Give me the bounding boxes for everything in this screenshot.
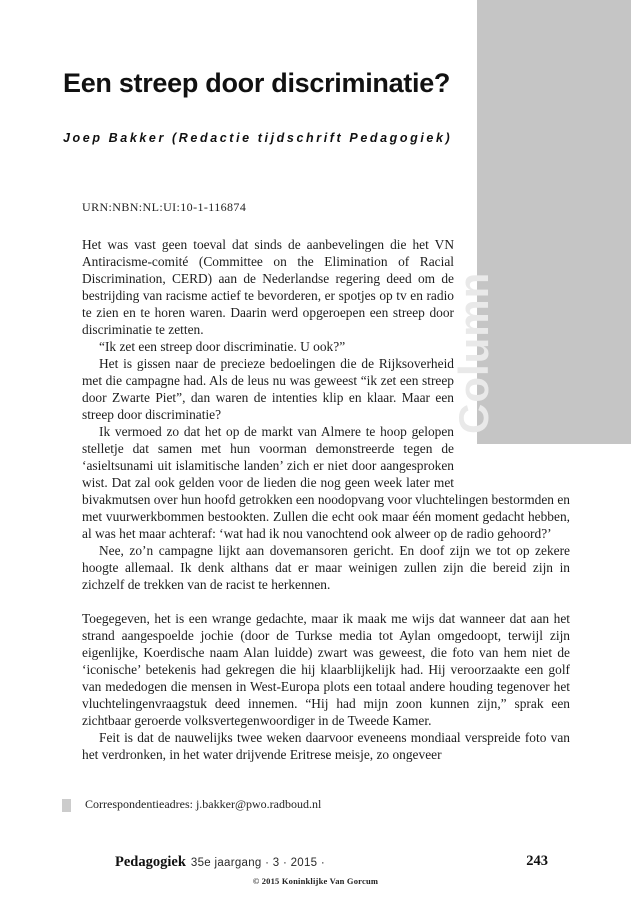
body-paragraph: Het is gissen naar de precieze bedoelingen die de Rijksoverheid met die campagne had. Als de leus nu was geweest “ik zet een streep door Zwarte Piet”, dan waren de intenties klip en klaar. Maar een streep door discriminatie? <box>82 356 454 422</box>
page-number: 243 <box>526 853 548 869</box>
article-urn: URN:NBN:NL:UI:10-1-116874 <box>82 200 247 214</box>
body-paragraph: Het was vast geen toeval dat sinds de aanbevelingen die het VN Antiracisme-comité (Committee on the Elimination of Racial Discrimination, CERD) aan de Nederlandse regering deed om de bestrijding van racisme actief te bevorderen, er spotjes op tv en radio te zien en te horen waren. Daarin werd opgeroepen een streep door discriminatie te zetten. <box>82 237 454 337</box>
copyright-line: © 2015 Koninklijke Van Gorcum <box>252 876 379 886</box>
footnote-text: Correspondentieadres: j.bakker@pwo.radboud.nl <box>85 797 322 811</box>
body-paragraph: Toegegeven, het is een wrange gedachte, maar ik maak me wijs dat wanneer dat aan het strand aangespoelde jochie (door de Turkse media tot Aylan omgedoopt, terwijl zijn eigenlijke, Koerdische naam Alan luidde) zwart was geweest, die foto van hem niet de ‘iconische’ betekenis had gekregen die hij klaarblijkelijk had. Hij veroorzaakte een golf van mededogen die mensen in West-Europa plots een totaal andere houding tegenover het vluchtelingenvraagstuk deed innemen. “Hij had mijn zoon kunnen zijn,” sprak een zichtbaar geroerde volksvertegenwoordiger in de Tweede Kamer. <box>82 611 570 728</box>
body-paragraph: Nee, zo’n campagne lijkt aan dovemansoren gericht. En doof zijn we tot op zekere hoogte allemaal. Ik denk althans dat er maar weinigen zullen zijn die bereid zijn in zichzelf de trekken van de racist te herkennen. <box>82 543 570 592</box>
body-paragraph: Feit is dat de nauwelijks twee weken daarvoor eveneens mondiaal verspreide foto van het verdronken, in het water drijvende Eritrese meisje, zo ongeveer <box>82 730 570 762</box>
article-body <box>82 236 570 763</box>
banner-text-wrap-spacer <box>450 236 570 491</box>
body-paragraph: “Ik zet een streep door discriminatie. U ook?” <box>99 339 346 354</box>
column-banner-label: Column <box>450 271 497 434</box>
footer <box>115 853 325 871</box>
issue-info: 35e jaargang · 3 · 2015 · <box>190 857 325 869</box>
footnote-marker-icon <box>62 799 71 812</box>
article-title: Een streep door discriminatie? <box>63 68 451 98</box>
body-paragraph: Ik vermoed zo dat het op de markt van Almere te hoop gelopen stelletje dat samen met hun voorman demonstreerde tegen de ‘asieltsunami uit islamitische landen’ zich er niet door aangesproken wist. Dat zal ook gelden voor de lieden die nog geen week later met bivakmutsen over hun hoofd getrokken een noodopvang voor vluchtelingen bestormden en met vuurwerkbommen bestookten. Zullen die echt ook maar één moment gedacht hebben, al was het maar achteraf: ‘wat had ik nou vanochtend ook alweer op de radio gehoord?’ <box>82 424 570 541</box>
journal-name: Pedagogiek <box>115 854 186 870</box>
article-author: Joep Bakker (Redactie tijdschrift Pedagogiek) <box>63 131 453 145</box>
